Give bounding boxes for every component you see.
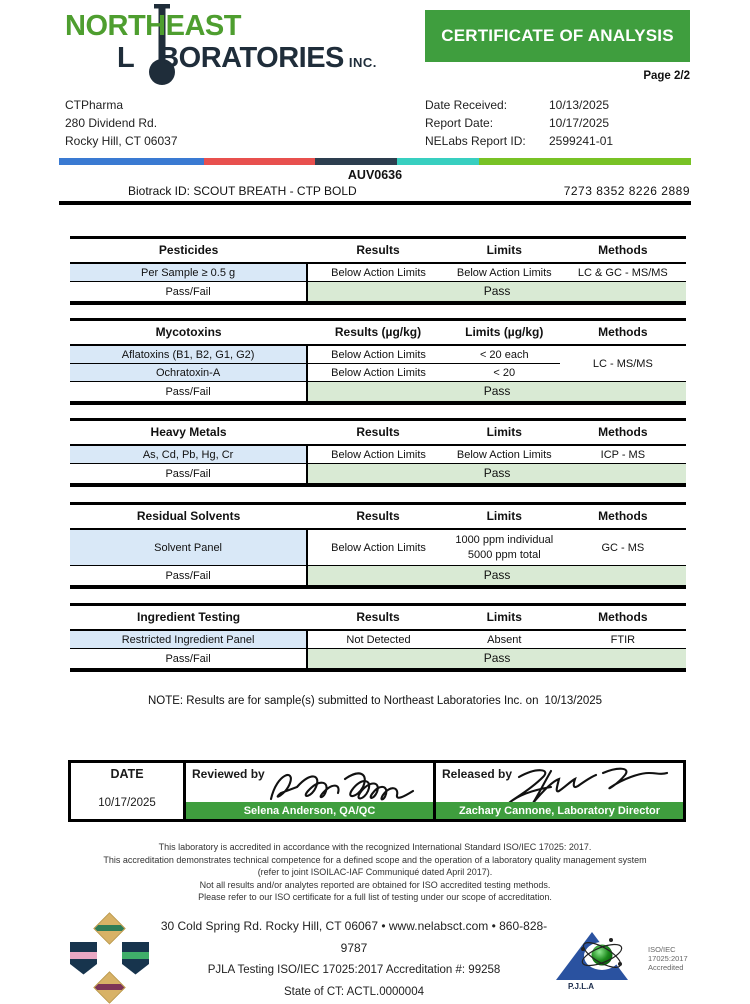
results-table-heavy-metals (70, 418, 686, 487)
pjla-logo (550, 926, 710, 992)
report-info-block (425, 96, 690, 150)
column-header: Methods (560, 420, 686, 446)
result-cell: Below Action Limits (307, 529, 449, 566)
accreditation-badges-icon (62, 914, 158, 1004)
method-cell: LC - MS/MS (560, 345, 686, 382)
report-date-value: 10/17/2025 (549, 116, 610, 130)
color-divider-bar (59, 158, 691, 165)
report-info-row (425, 132, 690, 150)
column-header: Heavy Metals (70, 420, 307, 446)
reviewer-name-bar: Selena Anderson, QA/QC (186, 802, 433, 819)
color-bar-segment (479, 158, 691, 165)
page-number: Page 2/2 (643, 70, 690, 82)
method-cell: FTIR (560, 630, 686, 649)
biotrack-id (128, 184, 357, 198)
signoff-block (68, 760, 686, 822)
column-header: Limits (449, 420, 560, 446)
pass-value-cell: Pass (307, 649, 686, 671)
badge-bottom-icon (93, 971, 126, 1004)
accreditation-line: This accreditation demonstrates technical competence for a defined scope and the operation of a laboratory quality management system (103, 854, 647, 865)
analyte-cell: Solvent Panel (70, 529, 307, 566)
results-table-mycotoxins (70, 318, 686, 405)
report-date-label: Report Date: (425, 116, 494, 130)
director-signature (499, 763, 679, 807)
result-cell: Below Action Limits (307, 263, 449, 282)
result-cell: Not Detected (307, 630, 449, 649)
pass-fail-cell: Pass/Fail (70, 649, 307, 671)
signoff-date-value: 10/17/2025 (98, 797, 156, 809)
biotrack-row (128, 184, 690, 198)
badge-right-icon (122, 942, 149, 975)
footer-address-line: 30 Cold Spring Rd. Rocky Hill, CT 06067 • www.nelabsct.com • 860-828-9787 (160, 918, 548, 955)
pjla-accreditation-note (648, 945, 710, 972)
column-header: Residual Solvents (70, 504, 307, 530)
report-id-label: NELabs Report ID: (425, 134, 526, 148)
result-cell: Below Action Limits (307, 345, 449, 364)
pass-fail-cell: Pass/Fail (70, 566, 307, 588)
logo-line2-rest: BORATORIES (158, 42, 344, 74)
pass-fail-cell: Pass/Fail (70, 464, 307, 486)
accreditation-line: Please refer to our ISO certificate for a full list of testing under our scope of accreditation. (198, 892, 552, 902)
badge-top-icon (93, 912, 126, 945)
limit-cell: < 20 each (449, 345, 560, 364)
results-table-pesticides (70, 236, 686, 305)
column-header: Mycotoxins (70, 320, 307, 346)
pass-value-cell: Pass (307, 382, 686, 404)
sample-id: AUV0636 (347, 168, 403, 182)
column-header: Results (µg/kg) (307, 320, 449, 346)
column-header: Methods (560, 605, 686, 631)
footer (62, 914, 710, 1004)
header (0, 10, 750, 92)
director-name-bar: Zachary Cannone, Laboratory Director (436, 802, 683, 819)
pass-fail-cell: Pass/Fail (70, 282, 307, 304)
client-block (65, 96, 178, 150)
results-table-ingredient-testing (70, 603, 686, 672)
column-header: Results (307, 238, 449, 264)
divider-line (59, 201, 691, 205)
analyte-cell: Ochratoxin-A (70, 364, 307, 382)
certificate-title: CERTIFICATE OF ANALYSIS (441, 26, 674, 45)
badge-left-icon (70, 942, 97, 975)
analyte-cell: Per Sample ≥ 0.5 g (70, 263, 307, 282)
column-header: Methods (560, 238, 686, 264)
pass-value-cell: Pass (307, 566, 686, 588)
result-cell: Below Action Limits (307, 445, 449, 464)
note-text: NOTE: Results are for sample(s) submitted to Northeast Laboratories Inc. on (147, 695, 539, 707)
report-info-row (425, 96, 690, 114)
client-address2: Rocky Hill, CT 06037 (65, 134, 178, 148)
accreditation-line: This laboratory is accredited in accordance with the recognized International Standard ISO/IEC 17025: 2017. (158, 842, 592, 852)
certificate-banner (425, 10, 690, 62)
footer-state-line: State of CT: ACTL.0000004 (283, 985, 424, 998)
date-received-value: 10/13/2025 (549, 98, 610, 112)
column-header: Limits (449, 605, 560, 631)
color-bar-segment (204, 158, 315, 165)
method-cell: GC - MS (560, 529, 686, 566)
accreditation-text (0, 841, 750, 904)
column-header: Limits (449, 238, 560, 264)
footer-pjla-line: PJLA Testing ISO/IEC 17025:2017 Accreditation #: 99258 (207, 963, 501, 976)
pjla-label: P.J.L.A (568, 981, 595, 991)
released-by-cell (436, 763, 683, 819)
color-bar-segment (59, 158, 204, 165)
analyte-cell: Aflatoxins (B1, B2, G1, G2) (70, 345, 307, 364)
result-cell: Below Action Limits (307, 364, 449, 382)
reviewed-by-cell (186, 763, 436, 819)
analyte-cell: Restricted Ingredient Panel (70, 630, 307, 649)
column-header: Limits (449, 504, 560, 530)
logo-line1: NORTHEAST (65, 10, 241, 42)
iso-accredited-text: Accredited (648, 963, 684, 972)
biotrack-label: Biotrack ID: (128, 184, 191, 198)
limit-cell: Absent (449, 630, 560, 649)
limit-cell: Below Action Limits (449, 263, 560, 282)
analyte-cell: As, Cd, Pb, Hg, Cr (70, 445, 307, 464)
column-header: Limits (µg/kg) (449, 320, 560, 346)
method-cell: ICP - MS (560, 445, 686, 464)
column-header: Pesticides (70, 238, 307, 264)
column-header: Ingredient Testing (70, 605, 307, 631)
pass-value-cell: Pass (307, 464, 686, 486)
column-header: Results (307, 420, 449, 446)
header-right (425, 10, 690, 92)
logo-line2 (117, 42, 395, 79)
signoff-date-cell (71, 763, 186, 819)
date-header: DATE (110, 767, 144, 781)
accreditation-line: (refer to joint ISOILAC-IAF Communiqué dated April 2017). (257, 867, 493, 877)
biotrack-value: SCOUT BREATH - CTP BOLD (193, 184, 357, 198)
client-name: CTPharma (65, 98, 124, 112)
color-bar-segment (397, 158, 479, 165)
client-address1: 280 Dividend Rd. (65, 116, 158, 130)
reviewer-signature (257, 763, 429, 807)
report-info-row (425, 114, 690, 132)
color-bar-segment (315, 158, 397, 165)
info-section (0, 92, 750, 150)
pjla-triangle-icon (550, 926, 646, 992)
footer-contact (158, 915, 550, 1003)
logo-letter-l: L (117, 42, 135, 74)
column-header: Methods (560, 504, 686, 530)
pass-fail-cell: Pass/Fail (70, 382, 307, 404)
logo-inc-suffix: INC. (348, 55, 377, 70)
limit-cell: Below Action Limits (449, 445, 560, 464)
results-tables (0, 236, 750, 672)
date-received-label: Date Received: (425, 98, 508, 112)
results-table-residual-solvents (70, 502, 686, 589)
limit-cell: 1000 ppm individual 5000 ppm total (449, 529, 560, 566)
column-header: Methods (560, 320, 686, 346)
method-cell: LC & GC - MS/MS (560, 263, 686, 282)
column-header: Results (307, 504, 449, 530)
note-line (0, 695, 750, 707)
limit-cell: < 20 (449, 364, 560, 382)
column-header: Results (307, 605, 449, 631)
note-date: 10/13/2025 (544, 695, 603, 707)
northeast-laboratories-logo (65, 10, 395, 92)
report-id-value: 2599241-01 (549, 134, 614, 148)
released-by-label: Released by (442, 767, 513, 781)
pass-value-cell: Pass (307, 282, 686, 304)
biotrack-code: 7273 8352 8226 2889 (563, 184, 690, 198)
accreditation-line: Not all results and/or analytes reported are obtained for ISO accredited testing methods. (199, 879, 551, 890)
reviewed-by-label: Reviewed by (192, 767, 265, 781)
iso-standard-text: ISO/IEC 17025:2017 (648, 945, 688, 963)
